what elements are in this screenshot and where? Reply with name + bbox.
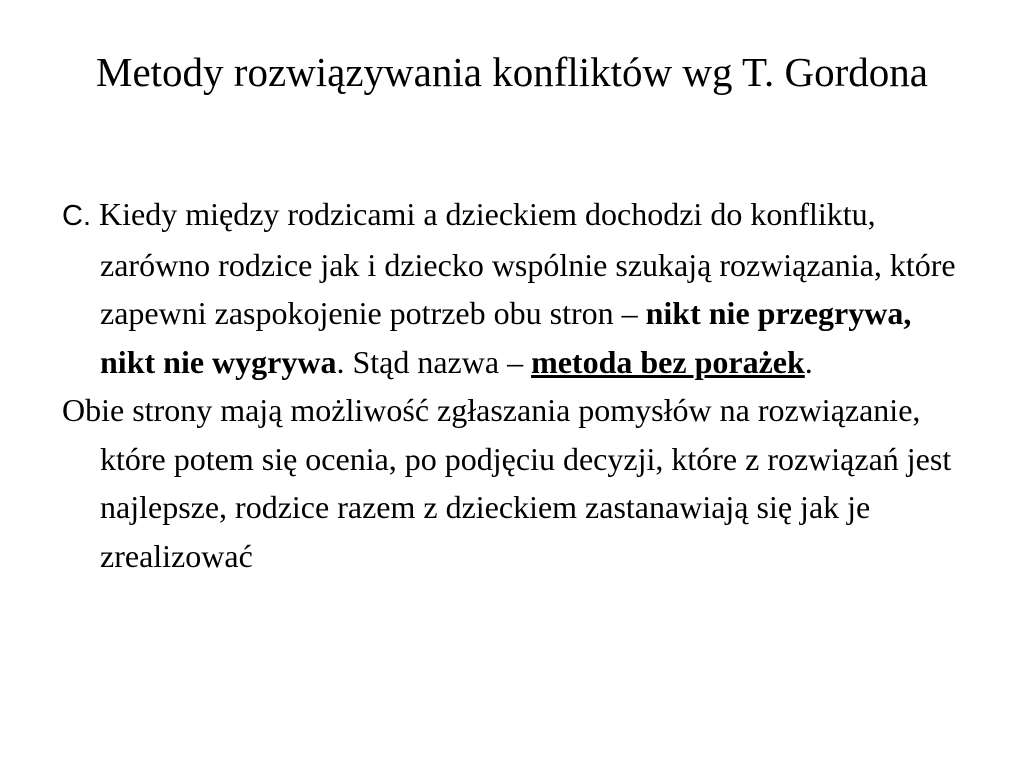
emphasis-text: nikt nie przegrywa, nikt nie wygrywa [100,295,912,380]
slide-body [62,190,962,580]
slide-title: Metody rozwiązywania konfliktów wg T. Gordona [96,49,928,95]
paragraph-description: Obie strony mają możliwość zgłaszania pomysłów na rozwiązanie, które potem się ocenia, po podjęciu decyzji, które z rozwiązań jest najlepsze, rodzice razem z dzieckiem zastanawiają się jak je zrealizować [62,392,952,574]
list-marker: C. [62,200,91,232]
paragraph-text: . Stąd nazwa – [336,343,532,380]
method-name: metoda bez porażek [531,343,805,380]
paragraph-method-c [62,190,962,386]
paragraph-text: . [804,343,813,380]
paragraph-text: Kiedy między rodzicami a dzieckiem dochodzi do konfliktu, zarówno rodzice jak i dziecko wspólnie szukają rozwiązania, które zapewni zaspokojenie potrzeb obu stron – [91,196,956,331]
